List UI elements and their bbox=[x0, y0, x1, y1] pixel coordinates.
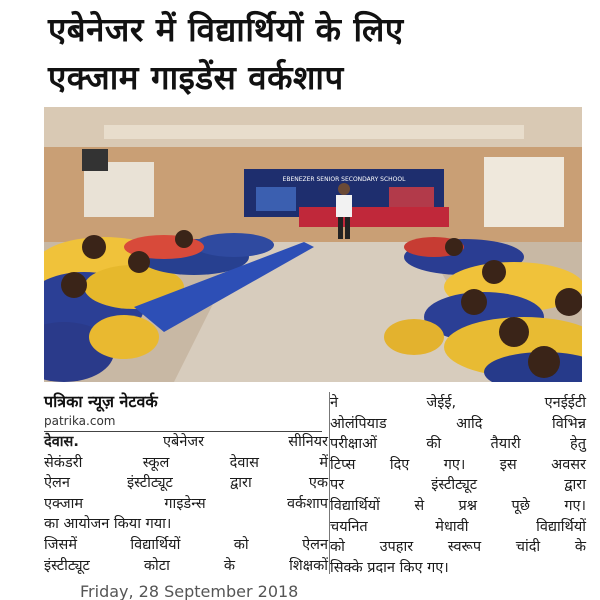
article-column-1 bbox=[44, 432, 328, 576]
article-line: सिक्के प्रदान किए गए। bbox=[330, 559, 449, 576]
classroom-photo bbox=[44, 107, 582, 382]
speaker-leg-left bbox=[338, 217, 343, 239]
article-line: सेकंडरी स्कूल देवास में bbox=[44, 454, 328, 471]
article-line-text: एबेनेजर सीनियर bbox=[78, 434, 328, 450]
news-photo bbox=[44, 107, 582, 382]
stage-table bbox=[299, 207, 449, 227]
headline-line-2: एक्जाम गाइडेंस वर्कशाप bbox=[48, 58, 344, 97]
ceiling-beam bbox=[104, 125, 524, 139]
article-line: विद्यार्थियों से प्रश्न पूछे गए। bbox=[330, 497, 586, 514]
banner-panel-left bbox=[256, 187, 296, 211]
byline-name: पत्रिका न्यूज़ नेटवर्क bbox=[44, 392, 158, 411]
speaker-leg-right bbox=[345, 217, 350, 239]
article-line: परीक्षाओं की तैयारी हेतु bbox=[330, 436, 586, 453]
article-line: ओलंपियाड आदि विभिन्न bbox=[330, 415, 586, 432]
speaker-shirt bbox=[336, 195, 352, 217]
right-window bbox=[484, 157, 564, 227]
article-line: पर इंस्टीट्यूट द्वारा bbox=[330, 477, 586, 494]
banner-text: EBENEZER SENIOR SECONDARY SCHOOL bbox=[282, 176, 406, 183]
article-line bbox=[44, 432, 328, 453]
article-line: टिप्स दिए गए। इस अवसर bbox=[330, 456, 586, 473]
article-line: का आयोजन किया गया। bbox=[44, 516, 172, 533]
article-line: ने जेईई, एनईईटी bbox=[330, 395, 586, 411]
article-line: को उपहार स्वरूप चांदी के bbox=[330, 539, 586, 556]
byline-site: patrika.com bbox=[44, 414, 116, 428]
article-line: एक्जाम गाइडेन्स वर्कशाप bbox=[44, 495, 328, 512]
article-column-2 bbox=[330, 393, 586, 578]
dateline: देवास. bbox=[44, 434, 79, 450]
article-line: जिसमें विद्यार्थियों को ऐलन bbox=[44, 536, 328, 553]
byline-block bbox=[44, 392, 329, 432]
speaker-head bbox=[338, 183, 350, 195]
headline-line-1: एबेनेजर में विद्यार्थियों के लिए bbox=[48, 10, 404, 49]
article-line: इंस्टीट्यूट कोटा के शिक्षकों bbox=[44, 557, 328, 574]
article-line: चयनित मेधावी विद्यार्थियों bbox=[330, 518, 586, 535]
article-line: ऐलन इंस्टीट्यूट द्वारा एक bbox=[44, 475, 328, 492]
headline bbox=[48, 6, 588, 102]
footer-date: Friday, 28 September 2018 bbox=[80, 584, 299, 600]
speaker-box bbox=[82, 149, 108, 171]
